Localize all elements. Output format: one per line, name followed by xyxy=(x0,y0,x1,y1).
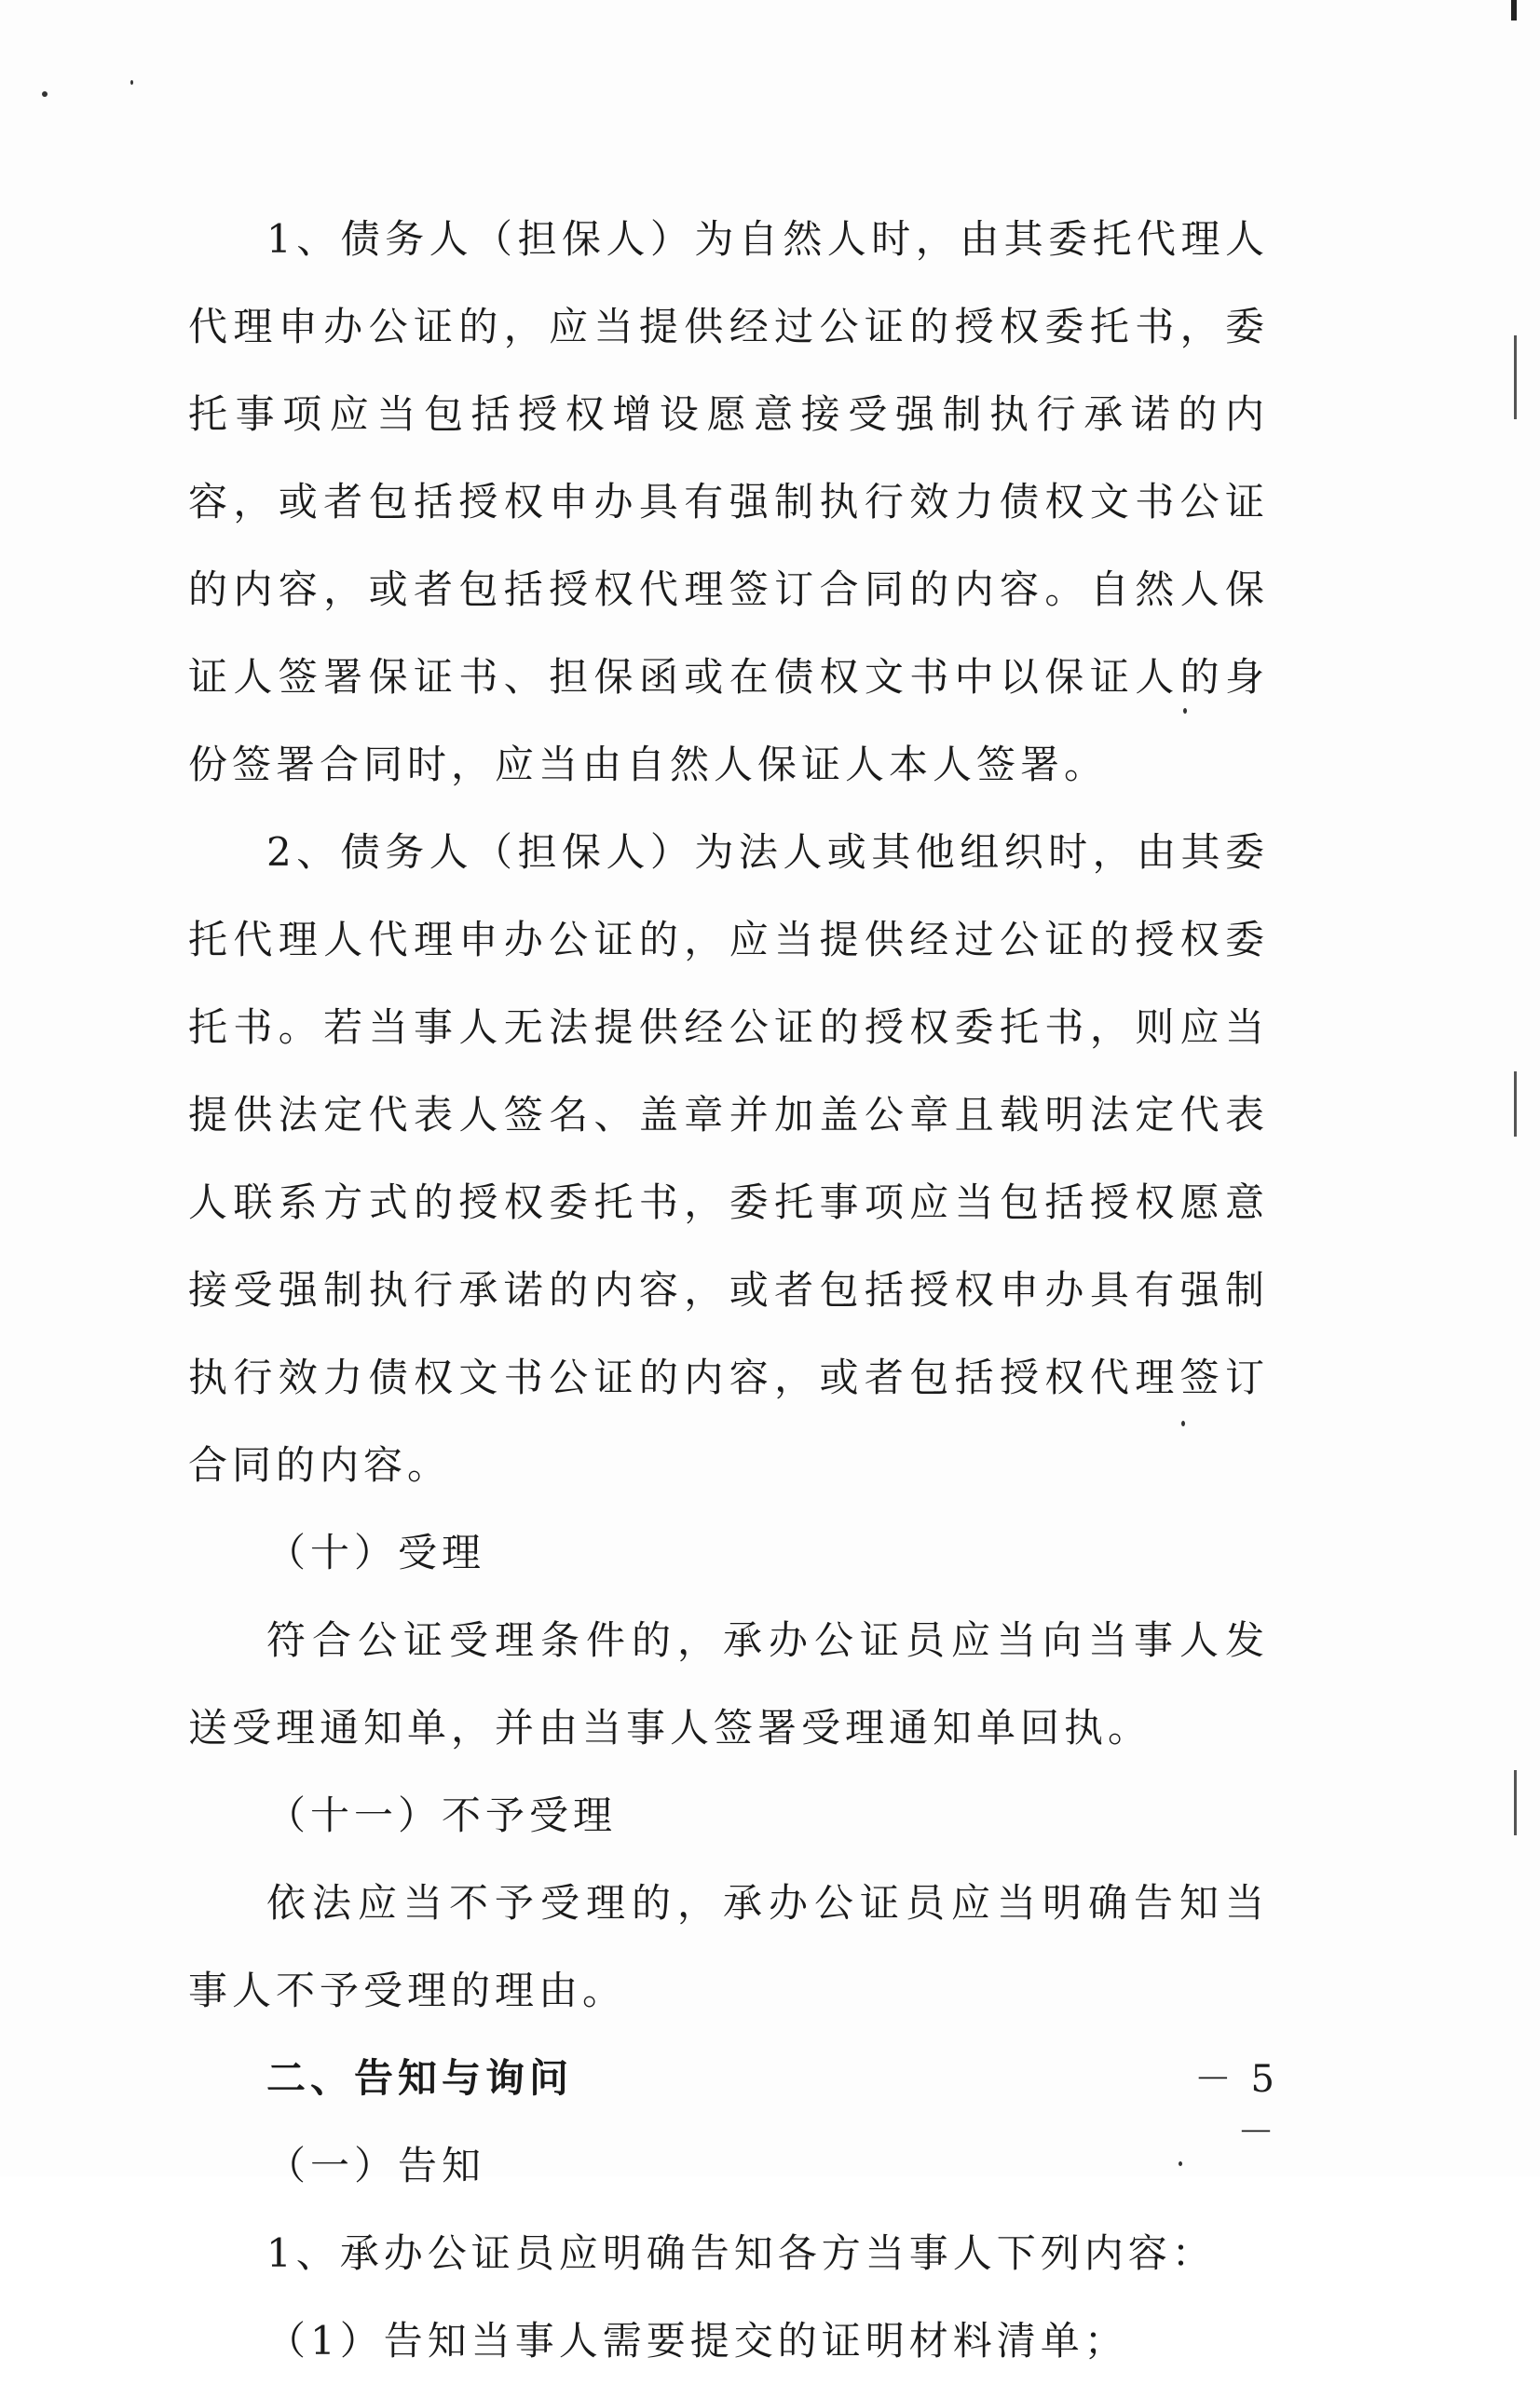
paragraph-natural-person-agent: 1、债务人（担保人）为自然人时，由其委托代理人代理申办公证的，应当提供经过公证的授权委托书，委托事项应当包括授权增设愿意接受强制执行承诺的内容，或者包括授权申办具有强制执行效力债权文书公证的内容，或者包括授权代理签订合同的内容。自然人保证人签署保证书、担保函或在债权文书中以保证人的身份签署合同时，应当由自然人保证人本人签署。 xyxy=(188,216,1269,787)
section-heading-non-acceptance: （十一）不予受理 xyxy=(266,1792,618,1838)
section-heading-notice: （一）告知 xyxy=(266,2143,486,2188)
scan-speck xyxy=(1181,1421,1185,1426)
scan-speck xyxy=(130,80,133,85)
scan-speck xyxy=(42,91,48,97)
section-heading-acceptance: （十）受理 xyxy=(266,1530,486,1575)
paragraph-legal-person-agent: 2、债务人（担保人）为法人或其他组织时，由其委托代理人代理申办公证的，应当提供经过公证的授权委托书。若当事人无法提供经公证的授权委托书，则应当提供法定代表人签名、盖章并加盖公章且载明法定代表人联系方式的授权委托书，委托事项应当包括授权愿意接受强制执行承诺的内容，或者包括授权申办具有强制执行效力债权文书公证的内容，或者包括授权代理签订合同的内容。 xyxy=(188,829,1269,1488)
scan-edge-mark xyxy=(1514,335,1517,419)
scan-speck xyxy=(1179,2161,1182,2166)
scan-edge-mark xyxy=(1511,0,1517,20)
document-body xyxy=(188,196,1269,2385)
paragraph-notice-items: 1、承办公证员应明确告知各方当事人下列内容： xyxy=(266,2230,1216,2276)
paragraph-acceptance: 符合公证受理条件的，承办公证员应当向当事人发送受理通知单，并由当事人签署受理通知单回执。 xyxy=(188,1617,1269,1751)
paragraph-notice-item-1: （1）告知当事人需要提交的证明材料清单； xyxy=(266,2318,1128,2364)
scan-speck xyxy=(1183,708,1187,714)
paragraph-non-acceptance: 依法应当不予受理的，承办公证员应当明确告知当事人不予受理的理由。 xyxy=(188,1880,1269,2013)
chapter-heading-notice-inquiry: 二、告知与询问 xyxy=(266,2055,574,2101)
scan-edge-mark xyxy=(1514,1770,1517,1835)
page-number: － 5 － xyxy=(1193,2058,1278,2154)
scan-edge-mark xyxy=(1514,1071,1517,1137)
